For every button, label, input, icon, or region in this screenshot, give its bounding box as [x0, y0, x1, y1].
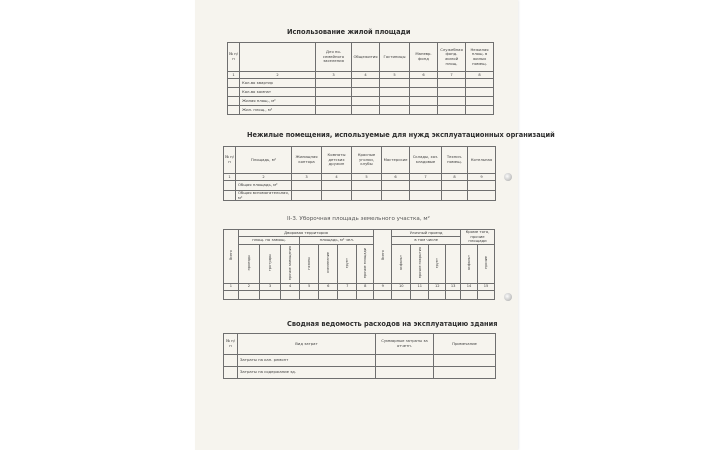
col-header: Суммарные затраты за отчетн.	[376, 334, 434, 355]
col-number: 3	[259, 283, 280, 290]
col-number: 4	[281, 283, 300, 290]
col-header: прочие покрытия	[417, 247, 422, 279]
col-number: 9	[374, 283, 392, 290]
col-number: 2	[236, 174, 292, 181]
col-header: Мастерские	[382, 147, 410, 174]
col-header: Маневр. фонд	[410, 43, 438, 72]
col-number: 5	[352, 174, 382, 181]
binder-hole	[504, 293, 512, 301]
col-number: 6	[410, 72, 438, 79]
table-row	[224, 355, 496, 367]
binder-hole	[504, 173, 512, 181]
table-row	[228, 79, 494, 88]
col-header: Нежилая площ. в жилых помещ.	[466, 43, 494, 72]
col-number: 13	[446, 283, 461, 290]
col-header: Гостиницы	[380, 43, 410, 72]
col-header: Служебная фонд. жилой площ.	[438, 43, 466, 72]
col-number: 1	[224, 174, 236, 181]
document-page	[195, 0, 555, 450]
col-number: 8	[466, 72, 494, 79]
col-header: грунт	[435, 257, 440, 268]
column-number-row	[224, 174, 496, 181]
col-number: 7	[338, 283, 357, 290]
row-label: Общая площадь, м²	[236, 181, 292, 191]
housing-usage-table	[227, 42, 494, 115]
section1-title: Использование жилой площади	[287, 28, 411, 36]
row-label: Затраты на кап. ремонт	[238, 355, 376, 367]
table-row	[224, 367, 496, 379]
col-number: 3	[292, 174, 322, 181]
col-number: 6	[319, 283, 338, 290]
col-number: 4	[322, 174, 352, 181]
table-header-row	[224, 147, 496, 174]
col-number: 2	[240, 72, 316, 79]
group-subheader: площ. по замощ.	[238, 237, 299, 244]
table-row	[224, 191, 496, 201]
section3-title: II-3. Уборочная площадь земельного участка, м²	[287, 216, 430, 222]
col-number: 10	[392, 283, 411, 290]
group-subheader: площадь, м² чел.	[300, 237, 374, 244]
col-number: 7	[410, 174, 442, 181]
col-header: № п/п	[228, 43, 240, 72]
col-header: Вид затрат	[238, 334, 376, 355]
col-header: прочие	[483, 256, 488, 270]
col-header: Жилищная контора	[292, 147, 322, 174]
column-header-row	[224, 244, 495, 283]
col-number: 15	[477, 283, 494, 290]
col-header: Комнаты детских дружин	[322, 147, 352, 174]
land-area-table	[223, 229, 495, 300]
group-header: Дворовая территория	[238, 230, 373, 237]
group-header-row	[224, 230, 495, 237]
row-label: Кол-во комнат	[240, 88, 316, 97]
col-header: Примечание	[434, 334, 496, 355]
col-header: прочие площади	[363, 247, 368, 278]
non-residential-table	[223, 146, 496, 201]
col-number: 5	[300, 283, 319, 290]
row-label: Затраты на содержание зд.	[238, 367, 376, 379]
col-header: Технич. помещ.	[442, 147, 468, 174]
col-header: озеленение	[326, 252, 331, 274]
table-row	[228, 88, 494, 97]
table-row	[228, 106, 494, 115]
table-row	[228, 97, 494, 106]
col-header: газоны	[307, 256, 312, 270]
group-header: Кроме того, прочие площади	[461, 230, 495, 245]
column-number-row	[228, 72, 494, 79]
col-header: тротуары	[268, 254, 272, 272]
col-number: 8	[442, 174, 468, 181]
col-header: грунт	[345, 257, 350, 268]
col-header: прочие замощения	[288, 245, 293, 280]
column-number-row	[224, 283, 495, 290]
col-header: Для по-семейного заселения	[316, 43, 352, 72]
col-number: 14	[461, 283, 478, 290]
section4-title: Сводная ведомость расходов на эксплуатацию здания	[287, 320, 498, 328]
row-label: Жилая площ., м²	[240, 97, 316, 106]
group-header: Уличный проезд	[392, 230, 461, 237]
expense-summary-table	[223, 333, 496, 379]
col-number: 4	[352, 72, 380, 79]
col-number: 9	[468, 174, 496, 181]
col-number: 7	[438, 72, 466, 79]
row-label: Общая вспомогательная, м²	[236, 191, 292, 201]
col-header: Всего	[228, 250, 233, 261]
col-number: 1	[224, 283, 239, 290]
col-number: 5	[380, 72, 410, 79]
col-header: проезды	[246, 255, 251, 271]
row-label: Жил. площ., м²	[240, 106, 316, 115]
table-row	[224, 290, 495, 299]
col-header: № п/п	[224, 147, 236, 174]
col-header: Склады, хоз. кладовые	[410, 147, 442, 174]
col-header: асфальт	[466, 255, 471, 271]
table-header-row	[224, 334, 496, 355]
col-header: № п/п	[224, 334, 238, 355]
col-header: Общежития	[352, 43, 380, 72]
col-number: 3	[316, 72, 352, 79]
table-header-row	[228, 43, 494, 72]
table-row	[224, 181, 496, 191]
col-header: Котельная	[468, 147, 496, 174]
col-header	[240, 43, 316, 72]
col-number: 2	[238, 283, 259, 290]
col-number: 11	[411, 283, 429, 290]
col-number: 12	[429, 283, 446, 290]
col-header: Всего	[380, 250, 385, 261]
row-label: Кол-во квартир	[240, 79, 316, 88]
col-header: асфальт	[399, 255, 404, 271]
group-subheader-row	[224, 237, 495, 244]
col-number: 6	[382, 174, 410, 181]
col-header: Площадь, м²	[236, 147, 292, 174]
col-number: 8	[357, 283, 374, 290]
group-subheader: в том числе	[392, 237, 461, 244]
col-header: Красные уголки, клубы	[352, 147, 382, 174]
section2-title: Нежилые помещения, используемые для нужд эксплуатационных организаций	[247, 131, 555, 139]
col-number: 1	[228, 72, 240, 79]
